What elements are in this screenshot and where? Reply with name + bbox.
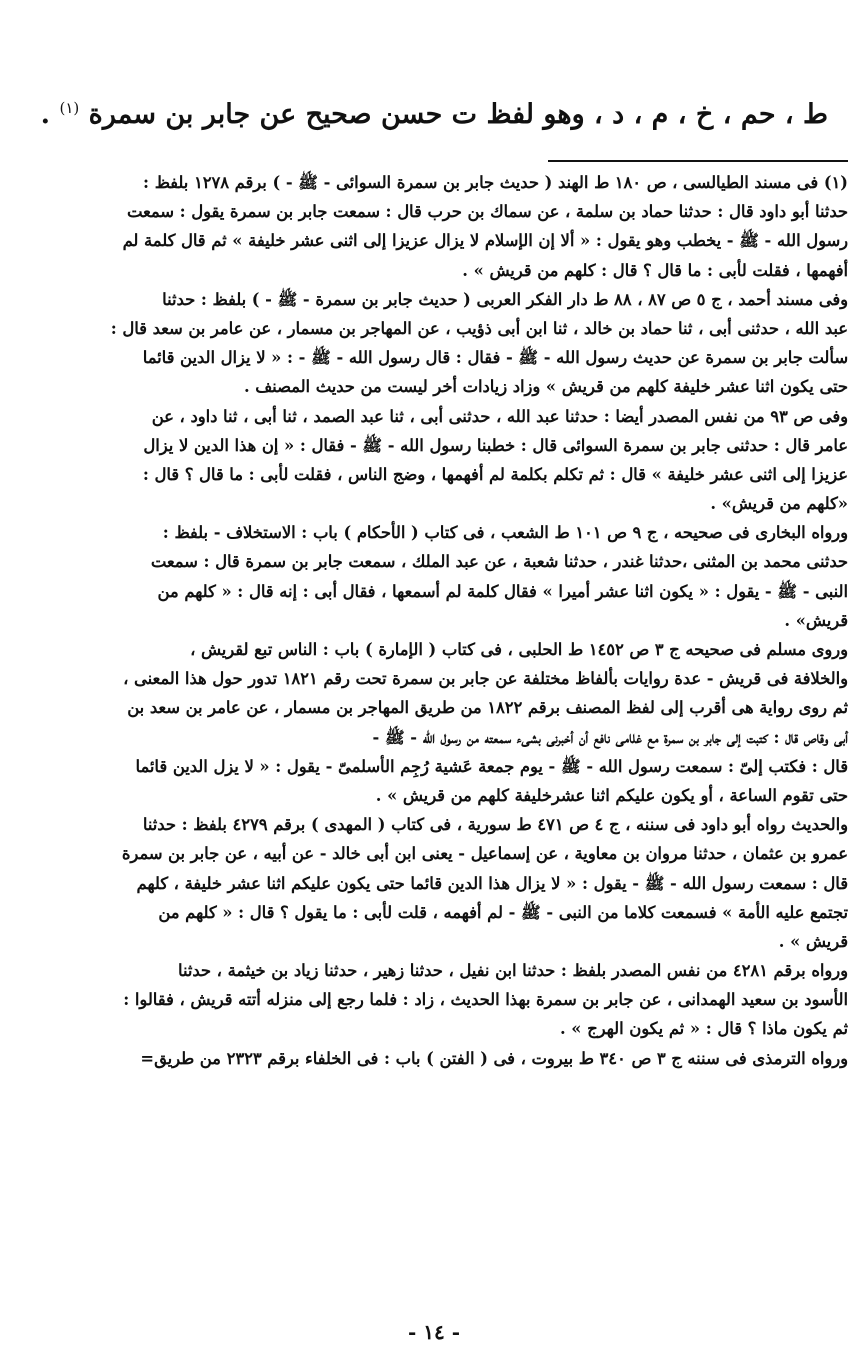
footnote-line: قريش» . <box>784 610 848 630</box>
footnote-line: قال : فكتب إلىّ : سمعت رسول الله - ﷺ - يوم جمعة عَشية رُجِم الأسلمىّ - يقول : « لا يزل الدين قائما <box>135 756 848 776</box>
footnote-line: عبد الله ، حدثنى أبى ، ثنا حماد بن خالد ، ثنا ابن أبى ذؤيب ، عن المهاجر بن مسمار ، عن عامر بن سعد قال : <box>110 318 848 338</box>
footnote-line: وفى مسند أحمد ، ج ٥ ص ٨٧ ، ٨٨ ط دار الفكر العربى ( حديث جابر بن سمرة - ﷺ - ) بلفظ : حدثنا <box>162 289 848 309</box>
footnote-line: ثم يكون ماذا ؟ قال : « ثم يكون الهرج » . <box>559 1019 848 1039</box>
footnote-line: (١) فى مسند الطيالسى ، ص ١٨٠ ط الهند ( حديث جابر بن سمرة السوائى - ﷺ - ) برقم ١٢٧٨ بلفظ : <box>143 173 848 192</box>
footnote-line: ورواه البخارى فى صحيحه ، ج ٩ ص ١٠١ ط الشعب ، فى كتاب ( الأحكام ) باب : الاستخلاف - بلفظ : <box>162 523 848 543</box>
footnote-line: ورواه الترمذى فى سننه ج ٣ ص ٣٤٠ ط بيروت ، فى ( الفتن ) باب : فى الخلفاء برقم ٢٣٢٣ من طريق= <box>140 1048 848 1068</box>
footnote-line: «كلهم من قريش» . <box>710 494 848 514</box>
footnote-line: قريش » . <box>778 931 848 951</box>
main-text: ط ، حم ، خ ، م ، د ، وهو لفظ ت حسن صحيح عن جابر بن سمرة <box>88 99 828 130</box>
footnote-separator <box>548 160 848 162</box>
footnote-line: والحديث رواه أبو داود فى سننه ، ج ٤ ص ٤٧١ ط سورية ، فى كتاب ( المهدى ) برقم ٤٢٧٩ بلفظ : حدثنا <box>142 815 848 835</box>
footnote-line: أفهمها ، فقلت لأبى : ما قال ؟ قال : كلهم من قريش » . <box>462 260 848 280</box>
footnote-line: رسول الله - ﷺ - يخطب وهو يقول : « ألا إن الإسلام لا يزال عزيزا إلى اثنى عشر خليفة » ثم قال كلمة لم <box>122 231 848 251</box>
footnote-reference: (١) <box>59 99 80 117</box>
footnote-line: عزيزا إلى اثنى عشر خليفة » قال : ثم تكلم بكلمة لم أفهمها ، وضج الناس ، فقلت لأبى : ما قال ؟ قال : <box>142 464 848 484</box>
main-text-end: . <box>40 99 51 130</box>
footnote-line: وروى مسلم فى صحيحه ج ٣ ص ١٤٥٢ ط الحلبى ، فى كتاب ( الإمارة ) باب : الناس تبع لقريش ، <box>190 640 848 659</box>
footnote-line: تجتمع عليه الأمة » فسمعت كلاما من النبى - ﷺ - لم أفهمه ، قلت لأبى : ما يقول ؟ قال : « كلهم من <box>158 902 848 922</box>
main-text-line <box>40 88 828 135</box>
footnote-line: حتى يكون اثنا عشر خليفة كلهم من قريش » وزاد زيادات أخر ليست من حديث المصنف . <box>243 377 848 397</box>
footnote-line: حتى تقوم الساعة ، أو يكون عليكم اثنا عشرخليفة كلهم من قريش » . <box>375 785 848 805</box>
footnote-line: والخلافة فى قريش - عدة روايات بألفاظ مختلفة عن جابر بن سمرة تحت رقم ١٨٢١ تدور حول هذا المعنى ، <box>123 669 848 689</box>
footnote-line: الأسود بن سعيد الهمدانى ، عن جابر بن سمرة بهذا الحديث ، زاد : فلما رجع إلى منزله أتته قريش ، فقالوا : <box>123 990 848 1010</box>
footnote-line: حدثنا أبو داود قال : حدثنا حماد بن سلمة ، عن سماك بن حرب قال : سمعت جابر بن سمرة يقول : سمعت <box>127 202 848 222</box>
page-number: - ١٤ - <box>407 1320 460 1344</box>
footnote-block <box>18 168 848 1073</box>
footnote-line: حدثنى محمد بن المثنى ،حدثنا غندر ، حدثنا شعبة ، عن عبد الملك ، سمعت جابر بن سمرة قال : سمعت <box>150 552 848 572</box>
footnote-line: النبى - ﷺ - يقول : « يكون اثنا عشر أميرا » فقال كلمة لم أسمعها ، فقال أبى : إنه قال : « كلهم من <box>157 581 848 601</box>
footnote-line: أبى وقاص قال : كتبت إلى جابر بن سمرة مع غلامى نافع أن أخبرنى بشىء سمعته من رسول الله - ﷺ - <box>372 727 848 747</box>
footnote-line: قال : سمعت رسول الله - ﷺ - يقول : « لا يزال هذا الدين قائما حتى يكون عليكم اثنا عشر خليفة ، كلهم <box>136 873 848 893</box>
footnote-line: ورواه برقم ٤٢٨١ من نفس المصدر بلفظ : حدثنا ابن نفيل ، حدثنا زهير ، حدثنا زياد بن خيثمة ، حدثنا <box>177 961 848 981</box>
footnote-line: وفى ص ٩٣ من نفس المصدر أيضا : حدثنا عبد الله ، حدثنى أبى ، ثنا عبد الصمد ، ثنا أبى ، ثنا داود ، عن <box>151 406 848 426</box>
footnote-line: عمرو بن عثمان ، حدثنا مروان بن معاوية ، عن إسماعيل - يعنى ابن أبى خالد - عن أبيه ، عن جابر بن سمرة <box>121 844 848 864</box>
footnote-line: ثم روى رواية هى أقرب إلى لفظ المصنف برقم ١٨٢٢ من طريق المهاجر بن مسمار ، عن عامر بن سعد بن <box>127 698 848 718</box>
footnote-line: عامر قال : حدثنى جابر بن سمرة السوائى قال : خطبنا رسول الله - ﷺ - فقال : « إن هذا الدين لا يزال <box>143 435 848 455</box>
footnote-line: سألت جابر بن سمرة عن حديث رسول الله - ﷺ - فقال : قال رسول الله - ﷺ - : « لا يزال الدين قائما <box>142 348 848 368</box>
